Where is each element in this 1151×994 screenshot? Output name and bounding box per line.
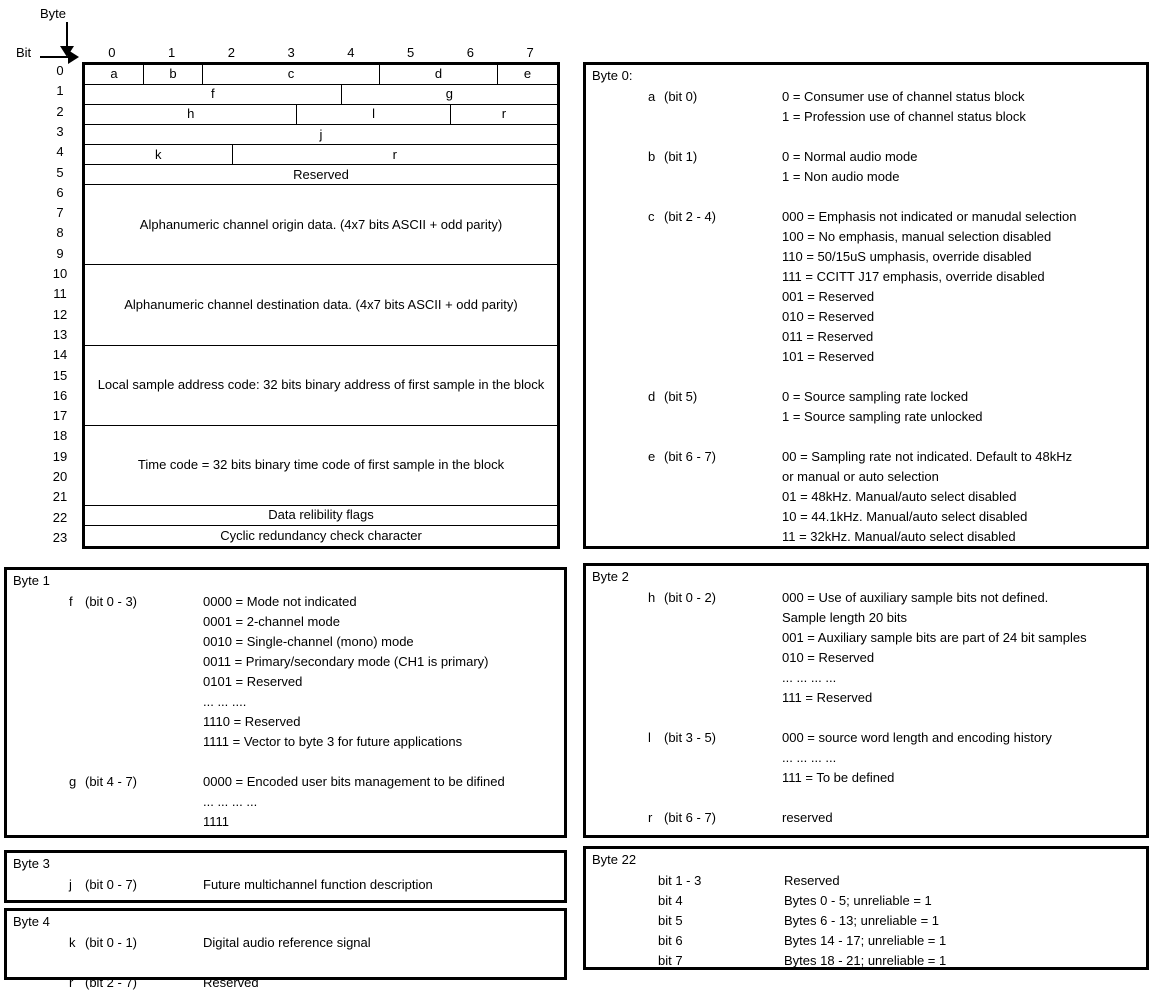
bit-field-cell: Local sample address code: 32 bits binary address of first sample in the block (97, 377, 545, 393)
definition-row (586, 387, 1146, 407)
definition-value: Future multichannel function description (203, 877, 433, 892)
byte0-definition-list (586, 65, 1146, 546)
definition-value: 0 = Source sampling rate locked (782, 389, 969, 404)
byte22-bit-range: bit 6 (658, 933, 683, 948)
definition-value: 01 = 48kHz. Manual/auto select disabled (782, 489, 1017, 504)
definition-row (7, 812, 564, 832)
byte-number-18: 18 (52, 428, 68, 444)
bit-field-cell: Reserved (293, 166, 349, 182)
definition-row (586, 167, 1146, 187)
definition-row (586, 668, 1146, 688)
byte3-title: Byte 3 (13, 856, 50, 871)
definition-row (7, 875, 564, 895)
bit-grid-row (85, 85, 557, 105)
byte-number-22: 22 (52, 509, 68, 525)
byte4-panel (4, 908, 567, 990)
definition-symbol: j (69, 877, 72, 892)
byte-number-3: 3 (56, 124, 64, 140)
byte22-bit-range: bit 7 (658, 953, 683, 968)
definition-bit-range: (bit 4 - 7) (85, 774, 138, 789)
bit-grid-row (85, 346, 557, 426)
definition-row (586, 588, 1146, 608)
definition-row (7, 632, 564, 652)
bit-field-cell: Data relibility flags (268, 507, 374, 523)
bit-header-1: 1 (168, 45, 176, 60)
definition-row (586, 628, 1146, 648)
definition-value: or manual or auto selection (782, 469, 939, 484)
byte1-panel (4, 567, 567, 838)
definition-value: 111 = CCITT J17 emphasis, override disabled (782, 269, 1045, 284)
bit-arrow-icon (40, 50, 82, 64)
bit-field-cell: Alphanumeric channel origin data. (4x7 bits ASCII + odd parity) (139, 216, 503, 232)
definition-value: 000 = Use of auxiliary sample bits not defined. (782, 590, 1049, 605)
definition-row (586, 107, 1146, 127)
bit-field-cell: d (380, 65, 498, 84)
definition-value: 110 = 50/15uS umphasis, override disabled (782, 249, 1032, 264)
bit-field-cell: r (392, 146, 397, 162)
bit-field-cell: g (445, 86, 453, 102)
byte-number-15: 15 (52, 367, 68, 383)
definition-symbol: r (69, 975, 74, 990)
byte-number-6: 6 (56, 184, 64, 200)
byte-number-1: 1 (56, 83, 64, 99)
bit-header-5: 5 (407, 45, 415, 60)
byte-number-21: 21 (52, 489, 68, 505)
definition-value: 0101 = Reserved (203, 674, 303, 689)
definition-value: 1111 = Vector to byte 3 for future applications (203, 734, 463, 749)
byte0-title: Byte 0: (592, 68, 633, 83)
byte0-panel (583, 62, 1149, 549)
bit-field-cell: e (523, 66, 532, 82)
definition-row (586, 87, 1146, 107)
definition-row (7, 732, 564, 752)
byte4-title: Byte 4 (13, 914, 50, 929)
bit-grid-row (85, 506, 557, 526)
definition-value: 101 = Reserved (782, 349, 875, 364)
bit-field-cell: Time code = 32 bits binary time code of first sample in the block (137, 457, 505, 473)
bit-header-2: 2 (227, 45, 235, 60)
definition-bit-range: (bit 0) (664, 89, 698, 104)
byte-number-11: 11 (53, 286, 67, 302)
definition-row (586, 527, 1146, 547)
definition-value: 0000 = Encoded user bits management to be difined (203, 774, 505, 789)
byte22-row (586, 911, 1146, 931)
definition-value: 0011 = Primary/secondary mode (CH1 is primary) (203, 654, 489, 669)
definition-value: 001 = Auxiliary sample bits are part of 24 bit samples (782, 630, 1087, 645)
byte-number-16: 16 (52, 387, 68, 403)
bit-field-cell: c (203, 65, 380, 84)
bit-field-cell: Alphanumeric channel destination data. (4x7 bits ASCII + odd parity) (124, 296, 518, 312)
byte2-title: Byte 2 (592, 569, 629, 584)
definition-row (586, 407, 1146, 427)
byte22-bit-range: bit 4 (658, 893, 683, 908)
definition-row (586, 507, 1146, 527)
definition-symbol: a (648, 89, 656, 104)
definition-value: Reserved (203, 975, 259, 990)
byte-number-19: 19 (52, 448, 68, 464)
definition-row (7, 792, 564, 812)
byte-number-20: 20 (52, 468, 68, 484)
definition-value: 0000 = Mode not indicated (203, 594, 357, 609)
byte1-definition-list (7, 570, 564, 835)
definition-row (586, 267, 1146, 287)
definition-value: 1 = Source sampling rate unlocked (782, 409, 983, 424)
byte22-description: Reserved (784, 873, 840, 888)
byte-number-14: 14 (52, 347, 68, 363)
bit-field-cell: a (85, 65, 144, 84)
byte-number-9: 9 (56, 245, 64, 261)
definition-symbol: d (648, 389, 656, 404)
bit-header-6: 6 (466, 45, 474, 60)
byte-number-17: 17 (52, 408, 68, 424)
definition-value: 000 = source word length and encoding history (782, 730, 1052, 745)
definition-symbol: f (69, 594, 73, 609)
byte22-panel (583, 846, 1149, 970)
definition-value: ... ... .... (203, 694, 247, 709)
definition-row (586, 287, 1146, 307)
definition-value: 0010 = Single-channel (mono) mode (203, 634, 414, 649)
bit-axis-label: Bit (16, 45, 32, 60)
definition-row (7, 692, 564, 712)
definition-bit-range: (bit 0 - 3) (85, 594, 138, 609)
definition-bit-range: (bit 1) (664, 149, 698, 164)
bit-grid-row (85, 105, 557, 125)
definition-value: 000 = Emphasis not indicated or manudal selection (782, 209, 1077, 224)
definition-value: 100 = No emphasis, manual selection disabled (782, 229, 1052, 244)
definition-row (586, 748, 1146, 768)
definition-value: 010 = Reserved (782, 309, 875, 324)
byte-number-5: 5 (56, 164, 64, 180)
definition-row (586, 487, 1146, 507)
definition-row (586, 728, 1146, 748)
definition-bit-range: (bit 2 - 7) (85, 975, 138, 990)
byte22-title: Byte 22 (592, 852, 637, 867)
bit-grid-row (85, 526, 557, 546)
bit-field-cell: r (501, 106, 507, 122)
byte-axis-label: Byte (40, 6, 67, 21)
definition-symbol: b (648, 149, 656, 164)
bit-grid-row (85, 145, 557, 165)
definition-row (7, 772, 564, 792)
bit-field-cell: k (85, 145, 233, 164)
definition-value: 011 = Reserved (782, 329, 874, 344)
definition-value: 0001 = 2-channel mode (203, 614, 340, 629)
definition-row (7, 973, 564, 993)
byte4-definition-list (7, 911, 564, 990)
definition-symbol: r (648, 810, 653, 825)
byte-number-13: 13 (52, 326, 68, 342)
bit-field-cell: l (297, 105, 450, 124)
bit-field-cell: Cyclic redundancy check character (220, 527, 422, 543)
definition-value: 1 = Non audio mode (782, 169, 900, 184)
byte22-row (586, 891, 1146, 911)
definition-value: 010 = Reserved (782, 650, 875, 665)
definition-symbol: h (648, 590, 656, 605)
byte22-description: Bytes 0 - 5; unreliable = 1 (784, 893, 932, 908)
bit-allocation-grid (82, 62, 560, 549)
bit-field-cell: b (144, 65, 203, 84)
byte-number-0: 0 (56, 63, 64, 79)
definition-symbol: k (69, 935, 76, 950)
byte2-panel (583, 563, 1149, 838)
definition-row (586, 688, 1146, 708)
definition-bit-range: (bit 0 - 2) (664, 590, 717, 605)
bit-header-0: 0 (108, 45, 116, 60)
definition-bit-range: (bit 6 - 7) (664, 449, 717, 464)
bit-grid-row (85, 185, 557, 265)
bit-header-3: 3 (287, 45, 295, 60)
definition-row (586, 347, 1146, 367)
definition-row (586, 307, 1146, 327)
byte-number-12: 12 (52, 306, 68, 322)
definition-value: 00 = Sampling rate not indicated. Default to 48kHz (782, 449, 1073, 464)
channel-status-byte-map (0, 0, 575, 560)
definition-value: 1110 = Reserved (203, 714, 301, 729)
definition-row (7, 933, 564, 953)
bit-field-cell: j (319, 126, 323, 142)
definition-row (586, 147, 1146, 167)
byte-number-2: 2 (56, 103, 64, 119)
byte-number-4: 4 (56, 144, 64, 160)
byte22-row (586, 871, 1146, 891)
definition-value: ... ... ... ... (782, 750, 837, 765)
byte22-description: Bytes 18 - 21; unreliable = 1 (784, 953, 947, 968)
definition-symbol: g (69, 774, 77, 789)
definition-value: Digital audio reference signal (203, 935, 371, 950)
bit-header-7: 7 (526, 45, 534, 60)
byte22-bit-range: bit 5 (658, 913, 683, 928)
bit-grid-row (85, 165, 557, 185)
definition-row (7, 612, 564, 632)
definition-row (586, 327, 1146, 347)
definition-value: 1 = Profession use of channel status block (782, 109, 1026, 124)
definition-row (586, 207, 1146, 227)
definition-row (586, 808, 1146, 828)
bit-field-cell: f (85, 85, 342, 104)
definition-row (7, 652, 564, 672)
byte22-description: Bytes 14 - 17; unreliable = 1 (784, 933, 947, 948)
definition-row (586, 227, 1146, 247)
definition-value: 0 = Normal audio mode (782, 149, 918, 164)
definition-value: ... ... ... ... (782, 670, 837, 685)
definition-bit-range: (bit 6 - 7) (664, 810, 717, 825)
definition-value: 0 = Consumer use of channel status block (782, 89, 1025, 104)
definition-value: 10 = 44.1kHz. Manual/auto select disabled (782, 509, 1028, 524)
definition-value: ... ... ... ... (203, 794, 258, 809)
byte22-definition-list (586, 849, 1146, 967)
definition-row (7, 672, 564, 692)
byte-number-7: 7 (56, 205, 64, 221)
definition-bit-range: (bit 2 - 4) (664, 209, 717, 224)
definition-bit-range: (bit 0 - 1) (85, 935, 138, 950)
bit-header-4: 4 (347, 45, 355, 60)
byte-number-10: 10 (52, 266, 68, 282)
definition-value: 11 = 32kHz. Manual/auto select disabled (782, 529, 1016, 544)
definition-row (586, 648, 1146, 668)
definition-value: 111 = To be defined (782, 770, 895, 785)
definition-value: 111 = Reserved (782, 690, 873, 705)
bit-grid-row (85, 426, 557, 506)
definition-row (586, 447, 1146, 467)
definition-symbol: e (648, 449, 656, 464)
definition-row (7, 592, 564, 612)
definition-row (7, 712, 564, 732)
byte22-row (586, 951, 1146, 971)
bit-field-cell: h (85, 105, 297, 124)
definition-row (586, 467, 1146, 487)
definition-value: reserved (782, 810, 833, 825)
definition-value: 001 = Reserved (782, 289, 875, 304)
definition-bit-range: (bit 5) (664, 389, 698, 404)
definition-row (586, 768, 1146, 788)
definition-value: Sample length 20 bits (782, 610, 908, 625)
definition-bit-range: (bit 0 - 7) (85, 877, 138, 892)
bit-grid-row (85, 65, 557, 85)
definition-symbol: l (648, 730, 651, 745)
byte-number-8: 8 (56, 225, 64, 241)
definition-row (586, 608, 1146, 628)
byte22-description: Bytes 6 - 13; unreliable = 1 (784, 913, 940, 928)
byte3-panel (4, 850, 567, 903)
definition-value: 1111 (203, 814, 230, 829)
byte22-bit-range: bit 1 - 3 (658, 873, 702, 888)
bit-grid-row (85, 265, 557, 345)
byte-number-23: 23 (52, 529, 68, 545)
definition-row (586, 247, 1146, 267)
byte1-title: Byte 1 (13, 573, 50, 588)
definition-bit-range: (bit 3 - 5) (664, 730, 717, 745)
bit-grid-row (85, 125, 557, 145)
byte3-definition-list (7, 853, 564, 900)
byte22-row (586, 931, 1146, 951)
byte2-definition-list (586, 566, 1146, 835)
definition-symbol: c (648, 209, 655, 224)
